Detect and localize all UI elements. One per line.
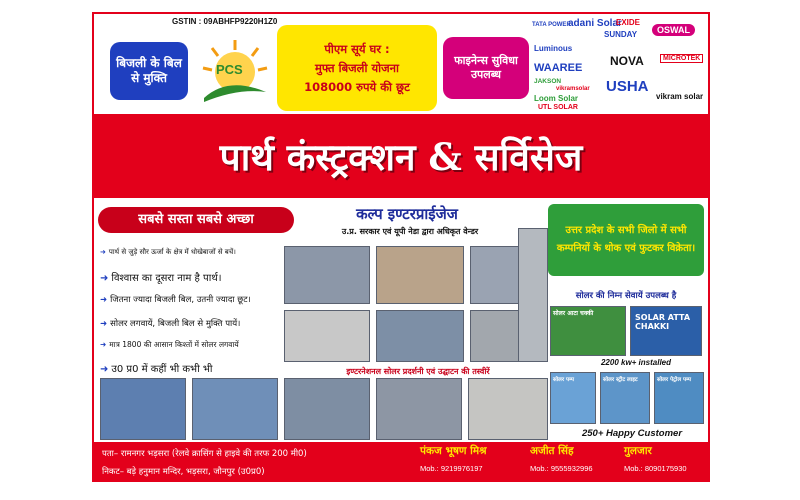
bullet-4: ➜ सोलर लगवायें, बिजली बिल से मुक्ति पायें। <box>100 319 241 329</box>
contact-1 <box>420 444 487 473</box>
expo-photo <box>376 378 462 440</box>
pcs-logo-text: PCS <box>216 62 243 77</box>
brand-sunday: SUNDAY <box>604 30 638 39</box>
bullet-6: ➜ उ0 प्र0 में कहीं भी कभी भी <box>100 364 213 375</box>
contact-mobile: Mob.: 9219976197 <box>420 464 483 473</box>
solar-pump-tile <box>550 372 596 424</box>
arrow-icon: ➜ <box>100 319 108 329</box>
expo-photo <box>192 378 278 440</box>
brand-tata-power: TATA POWER <box>532 22 571 28</box>
contact-3 <box>624 444 687 473</box>
event-photo <box>284 246 370 304</box>
event-photo <box>376 310 464 362</box>
bullet-2: ➜ विश्वास का दूसरा नाम है पार्थ। <box>100 273 222 284</box>
brand-adani: adani Solar <box>568 18 622 29</box>
services-heading: सोलर की निम्न सेवायें उपलब्ध है <box>575 291 677 301</box>
contact-mobile: Mob.: 9555932996 <box>530 464 593 473</box>
brand-nova: NOVA <box>610 54 644 68</box>
gstin-text: GSTIN : 09ABHFP9220H1Z0 <box>172 17 278 26</box>
address-line-1: पता– रामनगर भड़सरा (रेलवे क्रासिंग से हाइवे की तरफ 200 मी0) <box>102 449 307 459</box>
bullet-5: ➜ मात्र 1800 की आसान किश्तों में सोलर लगवायें <box>100 340 239 349</box>
brand-waaree: WAAREE <box>534 62 583 74</box>
address-line-2: निकट– बड़े हनुमान मन्दिर, भड़सरा, जौनपुर (उ0प्र0) <box>102 467 265 477</box>
tile-label: सोलर पम्प <box>553 377 575 383</box>
installed-capacity: 2200 kw+ installed <box>600 358 672 367</box>
bill-free-badge: बिजली के बिल से मुक्ति <box>110 42 188 100</box>
yojana-line-2: मुफ्त बिजली योजना <box>314 60 400 75</box>
expo-caption: इण्टरनेशनल सोलर प्रदर्शनी एवं उद्घाटन की तस्वीरें <box>346 367 490 376</box>
pm-surya-ghar-box <box>277 25 437 111</box>
authorized-vendor-text: उ.प्र. सरकार एवं यूपी नेडा द्वारा अधिकृत वेन्डर <box>341 227 479 236</box>
company-title: पार्थ कंस्ट्रक्शन & सर्विसेज <box>219 135 583 179</box>
solar-petrol-pump-tile <box>654 372 704 424</box>
contact-mobile: Mob.: 8090175930 <box>624 464 687 473</box>
brand-vikram-solar: vikram solar <box>656 92 704 101</box>
kalp-enterprises-title: कल्प इण्टरप्राईजेज <box>356 205 458 223</box>
finance-badge: फाइनेन्स सुविधा उपलब्ध <box>443 37 529 99</box>
brand-vikramsolar-small: vikramsolar <box>556 86 590 92</box>
contact-name: पंकज भूषण मिश्र <box>420 445 487 457</box>
expo-photo <box>284 378 370 440</box>
wholesale-box: उत्तर प्रदेश के सभी जिलो में सभी कम्पनियों के थोक एवं फुटकर विक्रेता। <box>548 204 704 276</box>
happy-customers: 250+ Happy Customer <box>581 428 683 439</box>
bullet-1: ➜ पार्थ से जुड़े सौर ऊर्जा के क्षेत्र में धोखेबाजों से बचें। <box>100 248 236 256</box>
arrow-icon: ➜ <box>100 295 108 305</box>
brand-jakson: JAKSON <box>534 78 562 85</box>
brand-loom-solar: Loom Solar <box>534 94 579 103</box>
contact-name: अजीत सिंह <box>530 445 574 457</box>
arrow-icon: ➜ <box>100 273 109 284</box>
bullet-3: ➜ जितना ज्यादा बिजली बिल, उतनी ज्यादा छूट। <box>100 295 251 305</box>
brand-luminous: Luminous <box>534 44 573 53</box>
arrow-icon: ➜ <box>100 340 107 349</box>
arrow-icon: ➜ <box>100 248 106 256</box>
brand-utl-solar: UTL SOLAR <box>538 104 578 111</box>
solar-chakki-tile <box>630 306 702 356</box>
contact-2 <box>530 444 593 473</box>
contact-name: गुलजार <box>624 445 652 457</box>
equipment-photo <box>284 310 370 362</box>
yojana-line-3: 108000 रुपये की छूट <box>304 79 410 94</box>
arrow-icon: ➜ <box>100 364 109 375</box>
tile-label: SOLAR ATTA CHAKKI <box>635 313 691 331</box>
brand-oswal: OSWAL <box>652 24 695 36</box>
brand-exide: EXIDE <box>616 18 641 27</box>
tile-label: सोलर आटा चक्की <box>553 310 594 317</box>
event-photo <box>376 246 464 304</box>
poster <box>92 12 710 482</box>
expo-photo <box>100 378 186 440</box>
cheapest-best-badge: सबसे सस्ता सबसे अच्छा <box>98 207 294 233</box>
yojana-line-1: पीएम सूर्य घर : <box>324 41 390 56</box>
expo-photo <box>468 378 548 440</box>
solar-street-light-tile <box>600 372 650 424</box>
tile-label: सोलर स्ट्रीट लाइट <box>603 377 638 383</box>
brand-usha: USHA <box>606 78 649 95</box>
tile-label: सोलर पेट्रोल पम्प <box>657 377 692 383</box>
brand-microtek: MICROTEK <box>660 54 703 63</box>
solar-atta-chakki-tile <box>550 306 626 356</box>
